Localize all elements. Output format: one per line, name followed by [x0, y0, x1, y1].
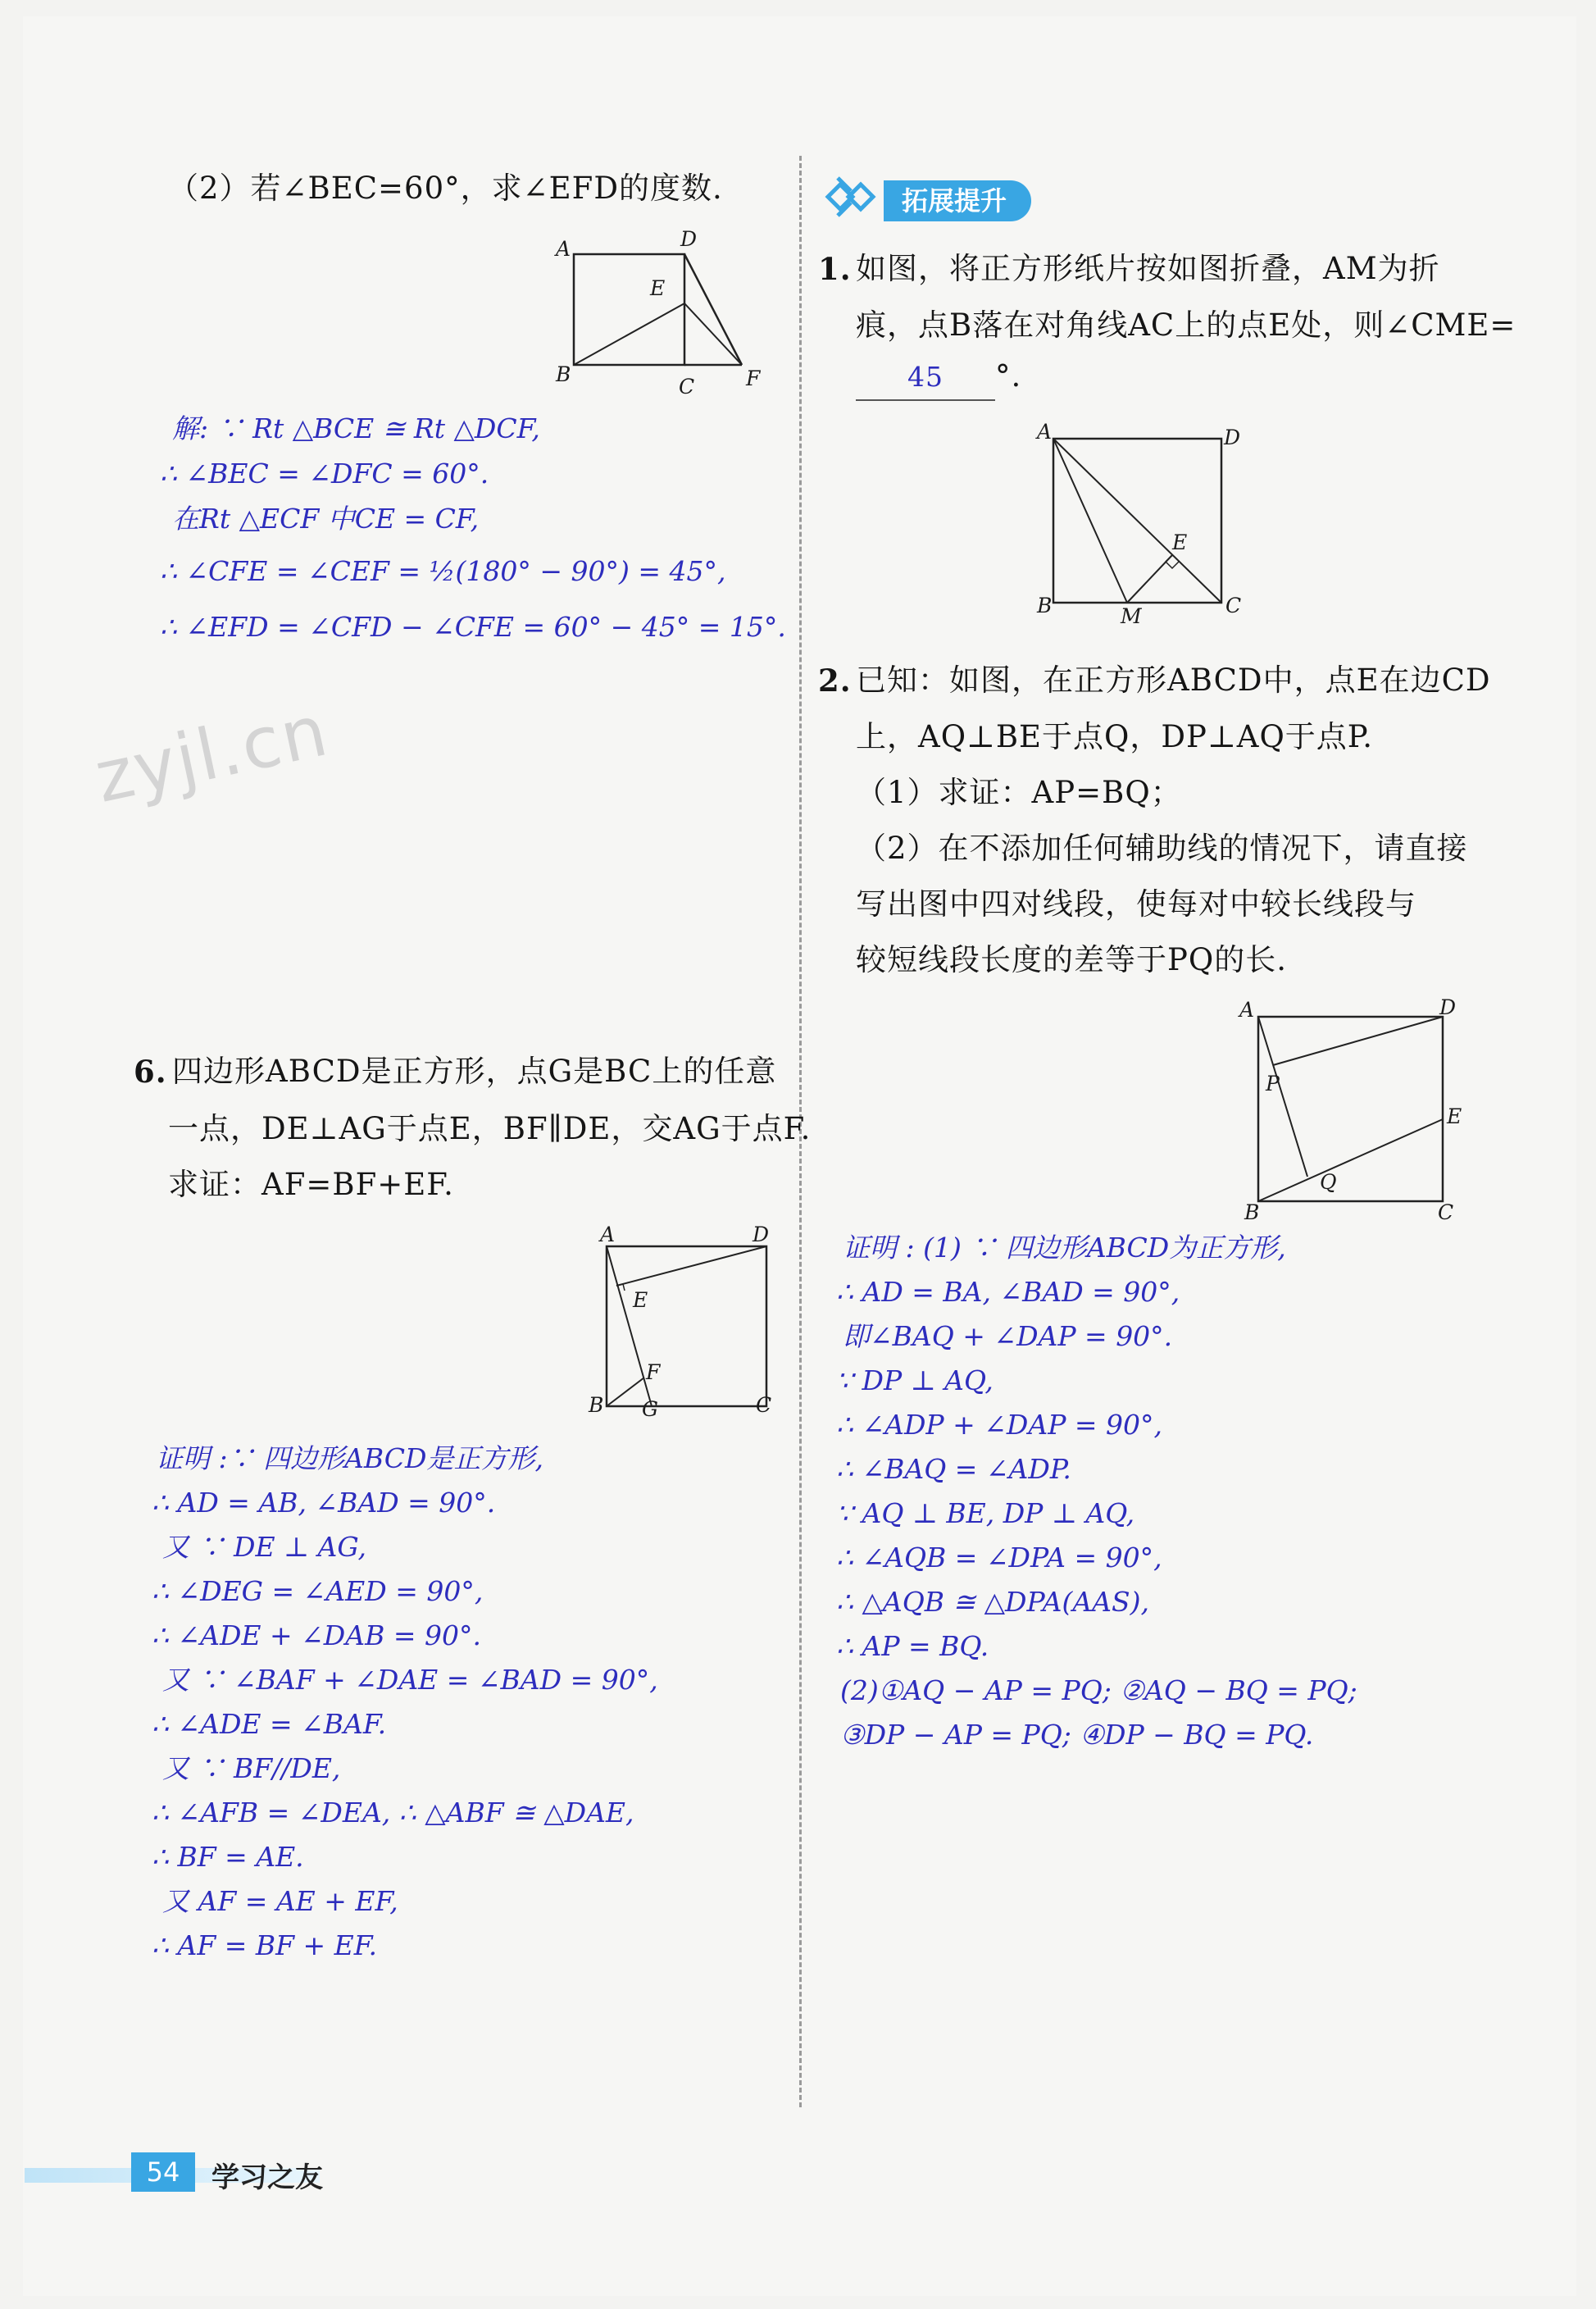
- q6-proof-line-8: 又 ∵ BF//DE,: [162, 1752, 341, 1784]
- q6-proof-line-1: 证明 :∵ 四边形ABCD是正方形,: [156, 1442, 543, 1474]
- fig5-label-E: E: [650, 276, 666, 300]
- fig1-label-A: A: [1037, 422, 1053, 444]
- q2-proof-line-9: ∴ △AQB ≅ △DPA(AAS),: [836, 1586, 1149, 1618]
- q2-line-1: 已知：如图，在正方形ABCD中，点E在边CD: [856, 663, 1491, 698]
- fig5-label-C: C: [679, 375, 695, 398]
- fig5-label-B: B: [556, 362, 571, 386]
- fig2-label-E: E: [1447, 1104, 1462, 1128]
- fig6-label-C: C: [756, 1393, 772, 1417]
- q6-number: 6.: [134, 1054, 167, 1090]
- q2-proof-line-10: ∴ AP = BQ.: [836, 1630, 989, 1662]
- q2-line-4: （2）在不添加任何辅助线的情况下，请直接: [856, 831, 1468, 866]
- q2-proof-line-1: 证明 : (1) ∵ 四边形ABCD为正方形,: [843, 1232, 1286, 1264]
- q2-proof-line-6: ∴ ∠BAQ = ∠ADP.: [836, 1453, 1071, 1485]
- fig1-label-B: B: [1037, 594, 1053, 617]
- figure-q2: [1230, 996, 1476, 1226]
- fig5-label-A: A: [556, 237, 571, 261]
- fig6-label-F: F: [646, 1360, 661, 1384]
- q6-proof-line-2: ∴ AD = AB, ∠BAD = 90°.: [152, 1487, 496, 1519]
- q5-solution-line-2: ∴ ∠BEC = ∠DFC = 60°.: [160, 458, 489, 490]
- q2-proof-line-3: 即∠BAQ + ∠DAP = 90°.: [843, 1320, 1173, 1352]
- q1-answer: 45: [856, 355, 995, 401]
- q5-solution-line-4: ∴ ∠CFE = ∠CEF = ½(180° − 90°) = 45°,: [160, 555, 726, 587]
- fig6-label-E: E: [633, 1288, 648, 1312]
- q5-solution-line-1: 解: ∵ Rt △BCE ≅ Rt △DCF,: [172, 412, 540, 444]
- fig2-label-Q: Q: [1320, 1170, 1337, 1194]
- q2-line-3: （1）求证：AP=BQ；: [856, 775, 1182, 810]
- fig2-label-P: P: [1266, 1072, 1280, 1095]
- q2-proof-line-7: ∵ AQ ⊥ BE, DP ⊥ AQ,: [836, 1497, 1135, 1529]
- fig2-label-D: D: [1439, 996, 1457, 1019]
- q6-proof-line-10: ∴ BF = AE.: [152, 1841, 304, 1873]
- section-title: 拓展提升: [884, 180, 1031, 221]
- q2-proof-line-11: (2)①AQ − AP = PQ; ②AQ − BQ = PQ;: [840, 1674, 1357, 1706]
- figure-q6: [574, 1222, 787, 1419]
- watermark: zyjl.cn: [88, 690, 336, 819]
- q2-proof-line-12: ③DP − AP = PQ; ④DP − BQ = PQ.: [840, 1719, 1314, 1751]
- fig1-label-C: C: [1225, 594, 1242, 617]
- page-number: 54: [131, 2152, 195, 2192]
- fig1-label-E: E: [1172, 531, 1188, 554]
- fig5-label-D: D: [680, 230, 698, 251]
- q2-line-6: 较短线段长度的差等于PQ的长.: [856, 942, 1287, 977]
- fig2-label-C: C: [1438, 1200, 1454, 1224]
- fig1-label-D: D: [1224, 426, 1241, 449]
- q2-proof-line-4: ∵ DP ⊥ AQ,: [836, 1364, 994, 1396]
- q6-line-1: 四边形ABCD是正方形，点G是BC上的任意: [172, 1054, 777, 1089]
- fig6-label-A: A: [600, 1223, 616, 1246]
- q5-solution-line-5: ∴ ∠EFD = ∠CFD − ∠CFE = 60° − 45° = 15°.: [160, 611, 786, 643]
- book-title: 学习之友: [211, 2161, 323, 2194]
- q6-line-3: 求证：AF=BF+EF.: [168, 1167, 454, 1202]
- q6-proof-line-9: ∴ ∠AFB = ∠DEA, ∴ △ABF ≅ △DAE,: [152, 1797, 634, 1829]
- fig6-label-B: B: [589, 1393, 604, 1417]
- section-ornament-icon: [820, 168, 885, 225]
- q2-number: 2.: [818, 663, 852, 699]
- q6-proof-line-3: 又 ∵ DE ⊥ AG,: [162, 1531, 367, 1563]
- q1-line-2: 痕，点B落在对角线AC上的点E处，则∠CME=: [856, 307, 1516, 343]
- q6-line-2: 一点，DE⊥AG于点E，BF∥DE，交AG于点F.: [168, 1111, 812, 1146]
- fig1-label-M: M: [1121, 604, 1142, 627]
- fig6-label-G: G: [642, 1397, 658, 1419]
- q5-part2-text: （2）若∠BEC=60°，求∠EFD的度数.: [168, 171, 723, 206]
- q6-proof-line-6: 又 ∵ ∠BAF + ∠DAE = ∠BAD = 90°,: [162, 1664, 658, 1696]
- q1-answer-line: [856, 348, 1021, 405]
- q6-proof-line-4: ∴ ∠DEG = ∠AED = 90°,: [152, 1575, 484, 1607]
- q6-proof-line-7: ∴ ∠ADE = ∠BAF.: [152, 1708, 387, 1740]
- fig2-label-A: A: [1239, 998, 1255, 1022]
- fig5-label-F: F: [746, 367, 761, 390]
- q5-solution-line-3: 在Rt △ECF 中CE = CF,: [172, 503, 480, 535]
- q6-proof-line-12: ∴ AF = BF + EF.: [152, 1929, 377, 1961]
- figure-q1: [1029, 422, 1258, 627]
- figure-q5: [541, 230, 795, 402]
- q2-proof-line-8: ∴ ∠AQB = ∠DPA = 90°,: [836, 1542, 1162, 1573]
- q2-proof-line-5: ∴ ∠ADP + ∠DAP = 90°,: [836, 1409, 1163, 1441]
- q1-line-1: 如图，将正方形纸片按如图折叠，AM为折: [856, 251, 1440, 286]
- q2-proof-line-2: ∴ AD = BA, ∠BAD = 90°,: [836, 1276, 1180, 1308]
- fig2-label-B: B: [1244, 1200, 1260, 1224]
- q6-proof-line-11: 又 AF = AE + EF,: [162, 1885, 398, 1917]
- fig6-label-D: D: [753, 1223, 770, 1246]
- q2-line-2: 上，AQ⊥BE于点Q，DP⊥AQ于点P.: [856, 719, 1373, 754]
- q6-proof-line-5: ∴ ∠ADE + ∠DAB = 90°.: [152, 1619, 481, 1651]
- q2-line-5: 写出图中四对线段，使每对中较长线段与: [856, 886, 1416, 922]
- q1-answer-tail: °.: [995, 358, 1022, 394]
- q1-number: 1.: [818, 251, 852, 287]
